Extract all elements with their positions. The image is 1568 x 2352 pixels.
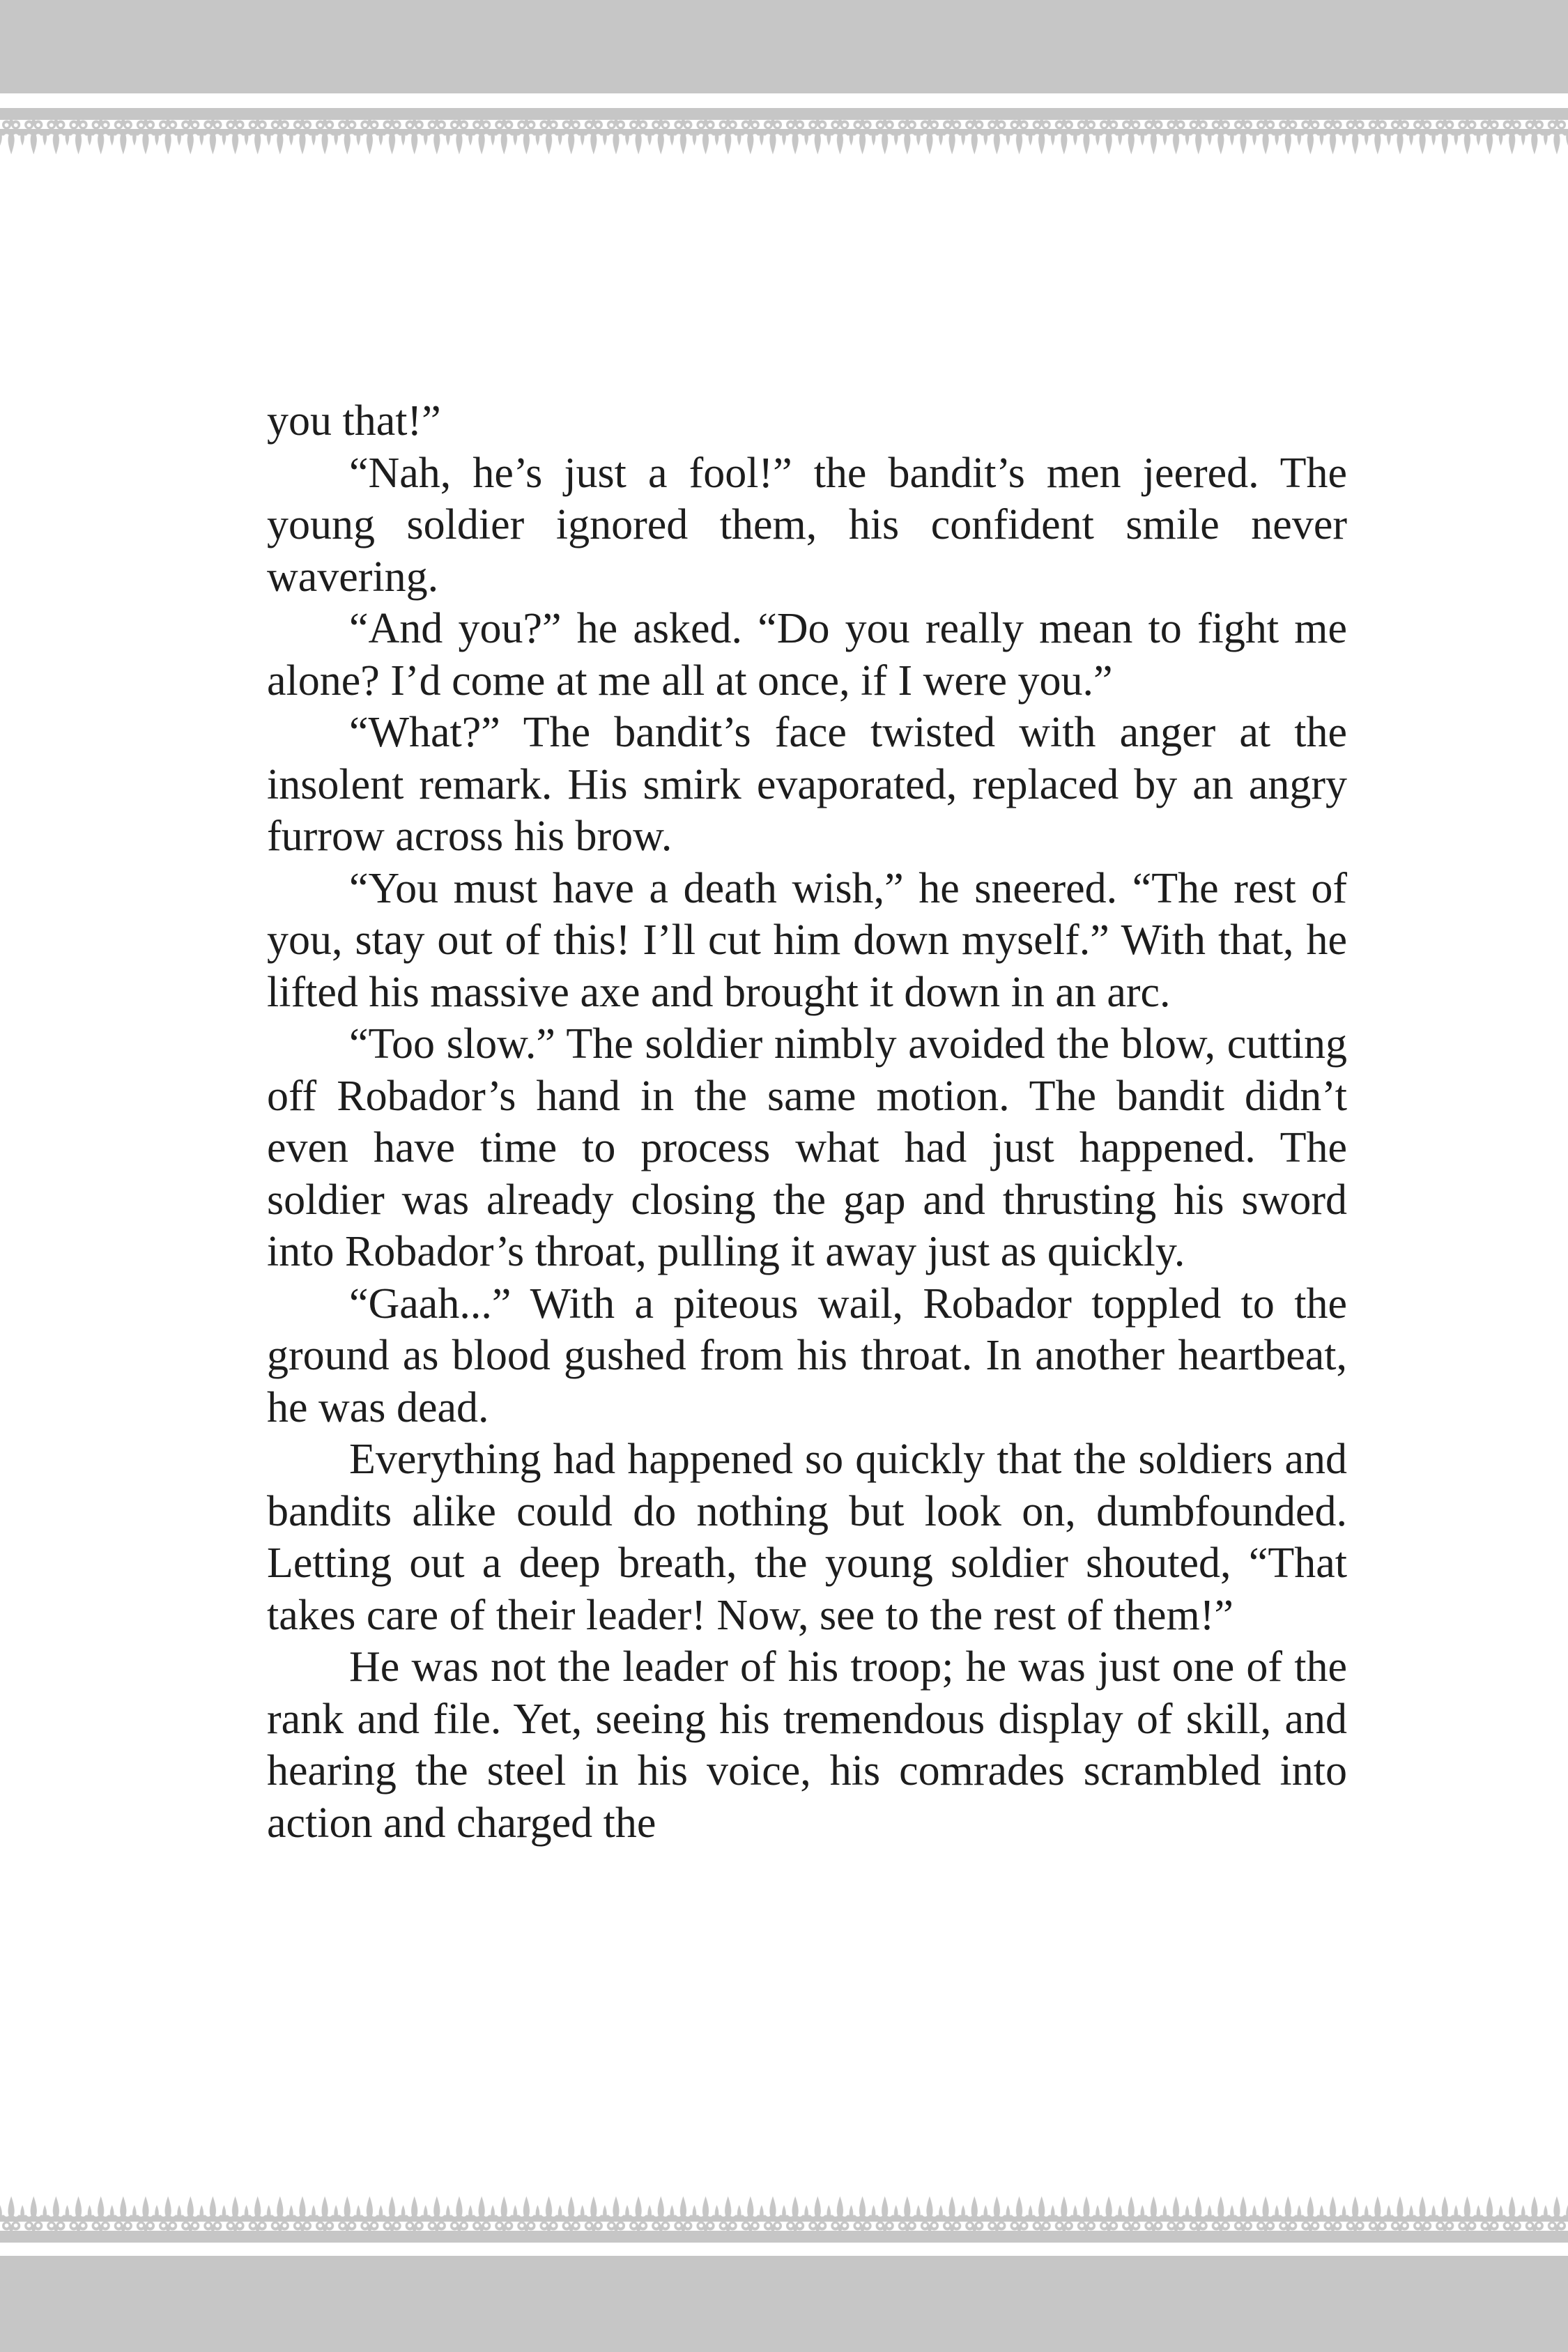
paragraph: “You must have a death wish,” he sneered. “The rest of you, stay out of this! I’ll cut him down myself.” With that, he lifted his massive axe and brought it down in an arc.	[267, 864, 1347, 1016]
paragraph: Everything had happened so quickly that the soldiers and bandits alike could do nothing but look on, dumbfounded. Letting out a deep breath, the young soldier shouted, “That takes care of their leader! Now, see to the rest of them!”	[267, 1436, 1347, 1639]
lace-pattern-fill-top	[0, 108, 1568, 159]
lace-pattern-fill-bottom	[0, 2192, 1568, 2243]
paragraph: “Too slow.” The soldier nimbly avoided the blow, cutting off Robador’s hand in the same motion. The bandit didn’t even have time to process what had just happened. The soldier was already closing the gap and thrusting his sword into Robador’s throat, pulling it away just as quickly.	[267, 1020, 1347, 1275]
top-chrome-bar	[0, 0, 1568, 93]
paragraph: “What?” The bandit’s face twisted with anger at the insolent remark. His smirk evaporated, replaced by an angry furrow across his brow.	[267, 709, 1347, 860]
paragraph: “And you?” he asked. “Do you really mean to fight me alone? I’d come at me all at once, if I were you.”	[267, 605, 1347, 705]
reading-area[interactable]	[267, 395, 1347, 1849]
bottom-chrome-bar	[0, 2256, 1568, 2352]
lace-border-top	[0, 108, 1568, 159]
paragraph: “Nah, he’s just a fool!” the bandit’s men jeered. The young soldier ignored them, his confident smile never wavering.	[267, 449, 1347, 601]
paragraph: you that!”	[267, 397, 441, 445]
paragraph: He was not the leader of his troop; he was just one of the rank and file. Yet, seeing his tremendous display of skill, and hearing the steel in his voice, his comrades scrambled into action and charged the	[267, 1643, 1347, 1847]
lace-border-bottom	[0, 2192, 1568, 2243]
paragraph: “Gaah...” With a piteous wail, Robador toppled to the ground as blood gushed from his throat. In another heartbeat, he was dead.	[267, 1279, 1347, 1431]
